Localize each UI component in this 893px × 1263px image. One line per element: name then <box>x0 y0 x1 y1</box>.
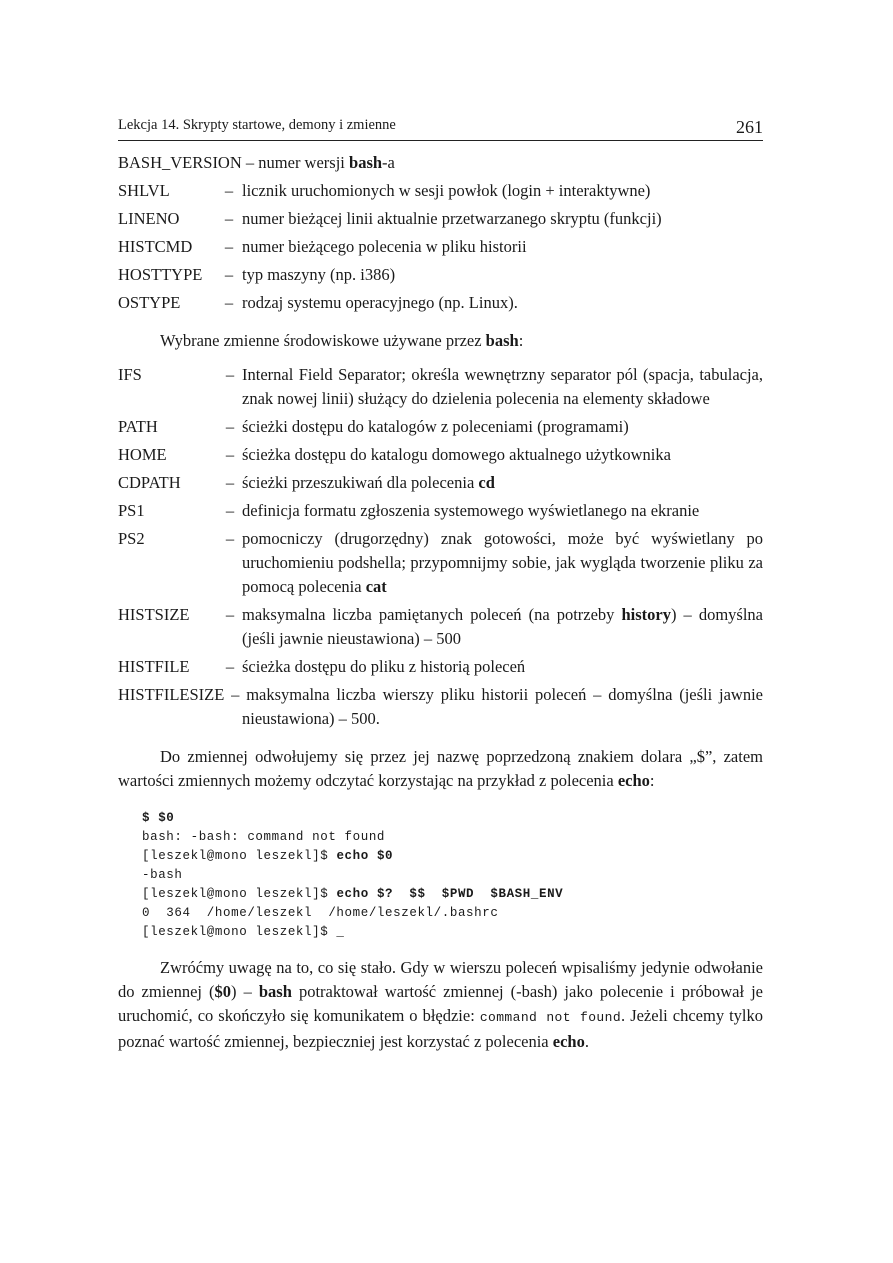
def-desc-text: maksymalna liczba pamiętanych poleceń (na potrzeby <box>242 605 622 624</box>
def-term: SHLVL <box>118 181 170 200</box>
def-dash: – <box>225 473 235 492</box>
def-item <box>118 603 763 651</box>
system-variables-list <box>118 151 763 315</box>
def-item <box>118 291 763 315</box>
def-desc <box>242 527 763 599</box>
code-line <box>142 904 763 923</box>
def-term: HISTFILE <box>118 657 190 676</box>
paragraph-text: potraktował wartość zmiennej (-bash) jako polecenie i próbował je uruchomić, co skończyło się komunikatem o błędzie: <box>118 982 763 1025</box>
chapter-title: Lekcja 14. Skrypty startowe, demony i zmienne <box>118 117 396 133</box>
code-prompt: [leszekl@mono leszekl]$ <box>142 849 337 863</box>
code-text: 0 364 /home/leszekl /home/leszekl/.bashrc <box>142 906 499 920</box>
def-desc-text: pomocniczy (drugorzędny) znak gotowości, może być wyświetlany po uruchomieniu podshella; przypomnijmy sobie, jak wygląda tworzenie pliku za pomocą polecenia <box>242 529 763 596</box>
code-line <box>142 809 763 828</box>
def-desc-bold: cd <box>478 473 495 492</box>
terminal-listing <box>142 809 763 942</box>
paragraph-bold: bash <box>258 982 292 1001</box>
code-line <box>142 923 763 942</box>
def-term: PS2 <box>118 529 145 548</box>
def-term: HOME <box>118 445 167 464</box>
def-item <box>118 415 763 439</box>
def-dash: – <box>224 181 234 200</box>
code-text: bash: -bash: command not found <box>142 830 386 844</box>
def-desc: definicja formatu zgłoszenia systemowego wyświetlanego na ekranie <box>242 501 700 520</box>
def-item <box>118 263 763 287</box>
def-item <box>118 363 763 411</box>
def-term: IFS <box>118 365 142 384</box>
lead-text: Wybrane zmienne środowiskowe używane przez <box>160 331 486 350</box>
def-bash-version <box>118 151 763 175</box>
paragraph-text: Zwróćmy uwagę na to, co się stało. Gdy w wierszu poleceń wpisaliśmy jedynie odwołanie do zmiennej ( <box>118 958 763 1001</box>
def-desc: rodzaj systemu operacyjnego (np. Linux). <box>242 293 518 312</box>
book-page <box>118 114 763 1054</box>
def-desc: – maksymalna liczba wierszy pliku historii poleceń – domyślna (jeśli jawnie nieustawiona) – 500. <box>224 685 763 728</box>
def-dash: – <box>224 265 234 284</box>
code-prompt: [leszekl@mono leszekl]$ <box>142 887 337 901</box>
page-number: 261 <box>736 117 763 137</box>
def-item <box>118 179 763 203</box>
def-item-histfilesize <box>118 683 763 731</box>
inline-code: command not found <box>479 1010 622 1025</box>
def-term: PATH <box>118 417 158 436</box>
def-desc: Internal Field Separator; określa wewnętrzny separator pól (spacja, tabulacja, znak nowej linii) służący do dzielenia polecenia na elementy składowe <box>242 365 763 408</box>
def-desc <box>242 603 763 651</box>
def-item <box>118 655 763 679</box>
code-text: -bash <box>142 868 183 882</box>
paragraph-text: ) – <box>231 982 259 1001</box>
def-dash: – <box>225 365 235 384</box>
def-term: LINENO <box>118 209 180 228</box>
def-term: HISTCMD <box>118 237 193 256</box>
def-dash: – <box>225 445 235 464</box>
def-desc: licznik uruchomionych w sesji powłok (login + interaktywne) <box>242 181 651 200</box>
def-desc: typ maszyny (np. i386) <box>242 265 396 284</box>
def-dash: – <box>225 501 235 520</box>
code-line <box>142 885 763 904</box>
def-item <box>118 499 763 523</box>
code-prompt: [leszekl@mono leszekl]$ _ <box>142 925 345 939</box>
def-desc: ścieżki dostępu do katalogów z poleceniami (programami) <box>242 417 629 436</box>
paragraph-text: . Jeżeli chcemy tylko poznać wartość zmiennej, bezpieczniej jest korzystać z polecenia <box>118 1006 764 1051</box>
def-item <box>118 471 763 495</box>
env-vars-lead <box>160 329 763 353</box>
def-dash: – <box>225 529 235 548</box>
def-dash: – <box>224 209 234 228</box>
def-item <box>118 443 763 467</box>
def-term: HISTSIZE <box>118 605 190 624</box>
running-head <box>118 114 763 141</box>
paragraph-bold: echo <box>552 1032 585 1051</box>
def-item <box>118 235 763 259</box>
def-desc: ścieżka dostępu do pliku z historią poleceń <box>242 657 526 676</box>
def-dash: – <box>224 293 234 312</box>
def-dash: – <box>224 237 234 256</box>
paragraph-bold: echo <box>617 771 650 790</box>
code-line <box>142 828 763 847</box>
def-desc-after: ) – domyślna (jeśli jawnie nieustawiona) – 500 <box>242 605 763 648</box>
def-desc <box>242 471 763 495</box>
env-variables-list <box>118 363 763 731</box>
def-term: BASH_VERSION <box>118 153 242 172</box>
lead-bold: bash <box>485 331 519 350</box>
def-item <box>118 207 763 231</box>
def-term: HISTFILESIZE <box>118 685 225 704</box>
lead-end: : <box>518 331 524 350</box>
def-desc-bold: cat <box>365 577 387 596</box>
paragraph-end: : <box>649 771 655 790</box>
def-desc-end: -a <box>382 153 395 172</box>
paragraph-bold: $0 <box>214 982 232 1001</box>
def-desc: ścieżka dostępu do katalogu domowego aktualnego użytkownika <box>242 445 671 464</box>
paragraph-text: Do zmiennej odwołujemy się przez jej nazwę poprzedzoną znakiem dolara „$”, zatem wartości zmiennych możemy odczytać korzystając na przykład z polecenia <box>118 747 763 790</box>
def-desc: numer bieżącego polecenia w pliku historii <box>242 237 527 256</box>
code-cmd: echo $? $$ $PWD $BASH_ENV <box>336 887 564 901</box>
code-cmd: echo $0 <box>336 849 394 863</box>
def-dash: – <box>225 605 235 624</box>
def-term: CDPATH <box>118 473 181 492</box>
code-line <box>142 847 763 866</box>
def-term: OSTYPE <box>118 293 181 312</box>
paragraph-explanation <box>118 956 763 1054</box>
def-desc-bold: bash <box>349 153 383 172</box>
def-item <box>118 527 763 599</box>
code-line <box>142 866 763 885</box>
def-term: HOSTTYPE <box>118 265 203 284</box>
def-desc: numer bieżącej linii aktualnie przetwarzanego skryptu (funkcji) <box>242 209 662 228</box>
def-term: PS1 <box>118 501 145 520</box>
def-desc: – numer wersji <box>245 153 350 172</box>
def-dash: – <box>225 417 235 436</box>
paragraph-end: . <box>584 1032 589 1051</box>
def-dash: – <box>225 657 235 676</box>
def-desc-bold: history <box>621 605 671 624</box>
def-desc-text: ścieżki przeszukiwań dla polecenia <box>242 473 479 492</box>
code-cmd: $ $0 <box>142 811 175 825</box>
paragraph-echo-intro <box>118 745 763 793</box>
